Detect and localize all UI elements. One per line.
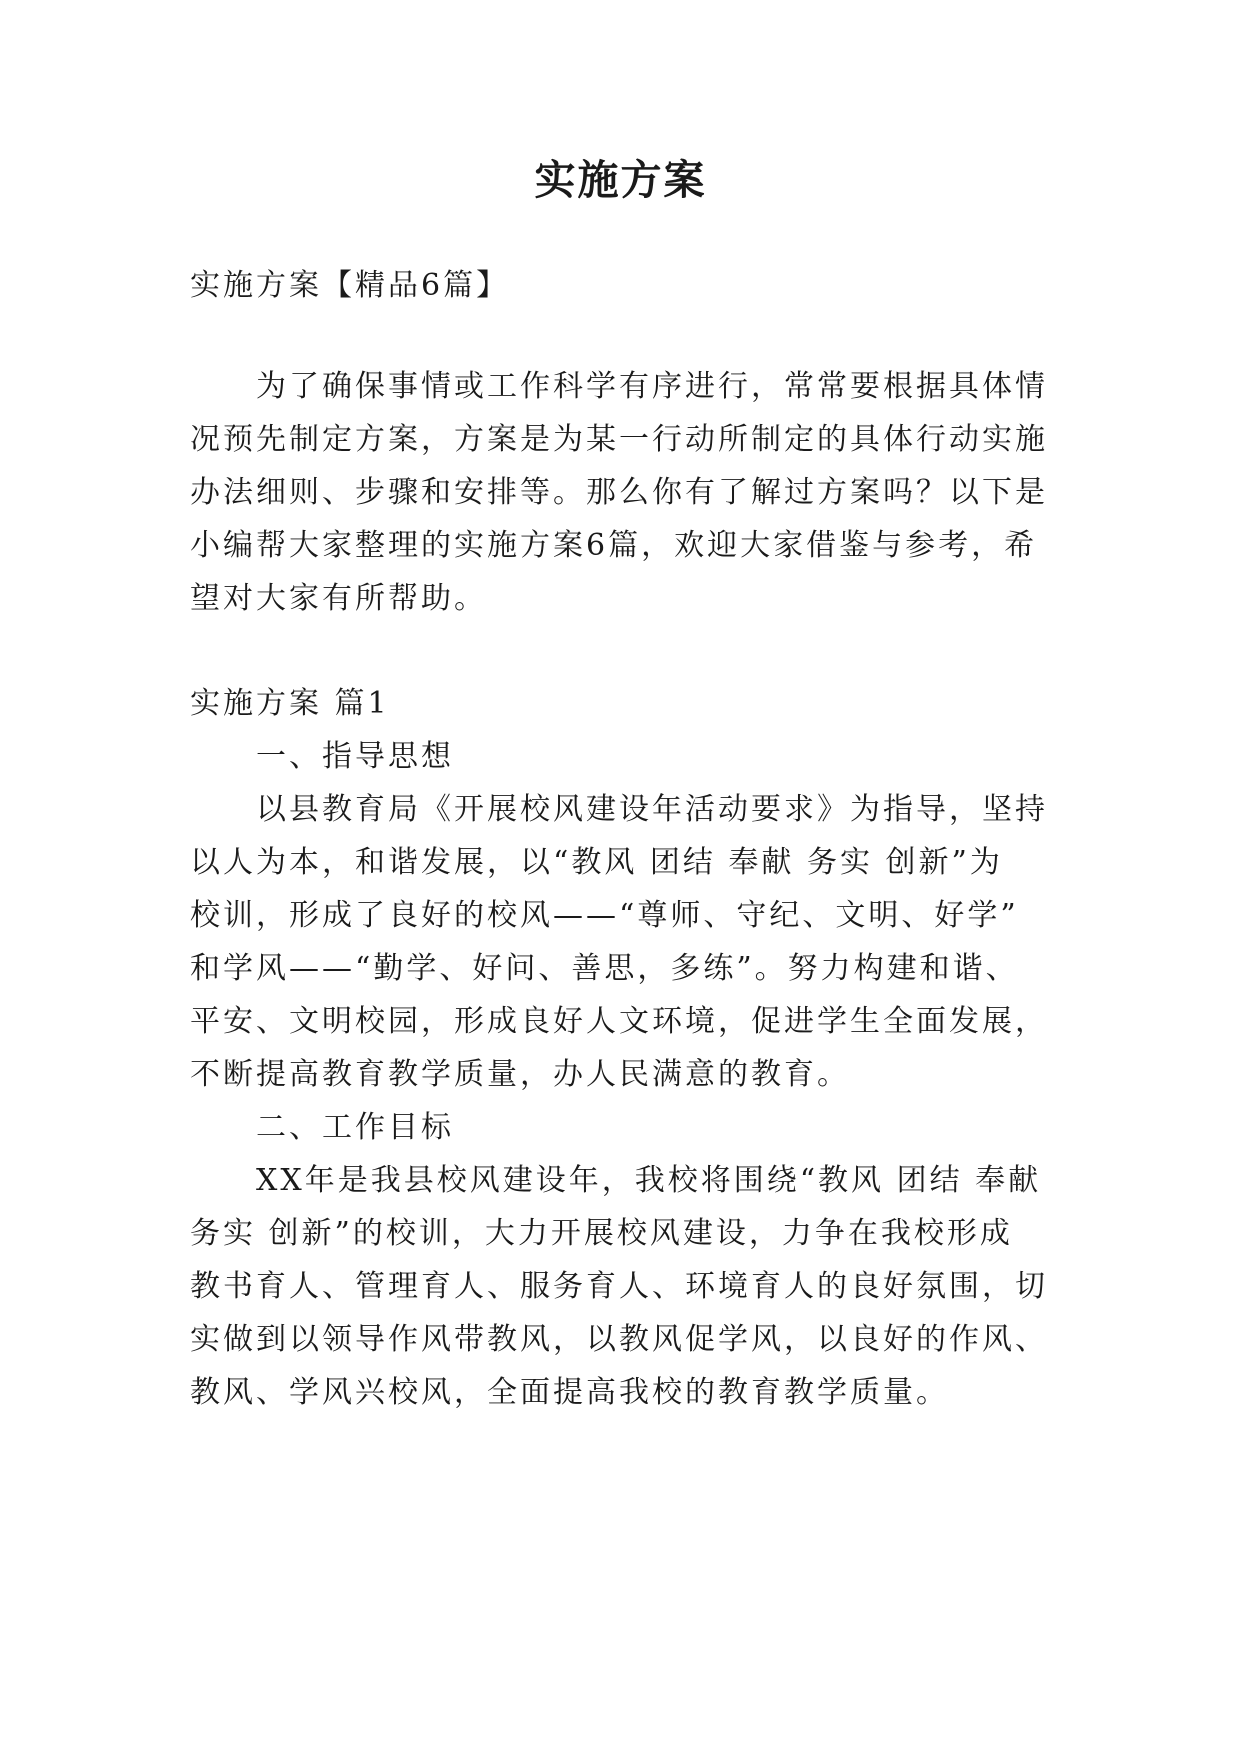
paragraph-line: 校训，形成了良好的校风——“尊师、守纪、文明、好学” — [190, 898, 1019, 933]
intro-line: 办法细则、步骤和安排等。那么你有了解过方案吗？以下是 — [190, 475, 1048, 510]
paragraph-line: 实做到以领导作风带教风，以教风促学风，以良好的作风、 — [190, 1322, 1048, 1357]
paragraph-line: 教书育人、管理育人、服务育人、环境育人的良好氛围，切 — [190, 1269, 1048, 1304]
intro-line: 为了确保事情或工作科学有序进行，常常要根据具体情 — [256, 369, 1048, 404]
paragraph-line: 教风、学风兴校风，全面提高我校的教育教学质量。 — [190, 1375, 949, 1410]
section-heading: 一、指导思想 — [256, 739, 454, 774]
section-heading: 二、工作目标 — [256, 1110, 454, 1145]
paragraph-line: 务实 创新”的校训，大力开展校风建设，力争在我校形成 — [190, 1216, 1013, 1251]
paragraph-line: 和学风——“勤学、好问、善思，多练”。努力构建和谐、 — [190, 951, 1019, 986]
intro-line: 况预先制定方案，方案是为某一行动所制定的具体行动实施 — [190, 422, 1048, 457]
paragraph-line: 不断提高教育教学质量，办人民满意的教育。 — [190, 1057, 850, 1092]
paragraph-line: XX年是我县校风建设年，我校将围绕“教风 团结 奉献 — [256, 1163, 1042, 1198]
paragraph-line: 以人为本，和谐发展，以“教风 团结 奉献 务实 创新”为 — [190, 845, 1003, 880]
document-title: 实施方案 — [534, 156, 707, 204]
intro-line: 望对大家有所帮助。 — [190, 581, 487, 616]
paragraph-line: 以县教育局《开展校风建设年活动要求》为指导，坚持 — [256, 792, 1048, 827]
document-subtitle: 实施方案【精品6篇】 — [190, 268, 510, 303]
section-title: 实施方案 篇1 — [190, 686, 390, 721]
paragraph-line: 平安、文明校园，形成良好人文环境，促进学生全面发展， — [190, 1004, 1048, 1039]
intro-line: 小编帮大家整理的实施方案6篇，欢迎大家借鉴与参考，希 — [190, 528, 1038, 563]
